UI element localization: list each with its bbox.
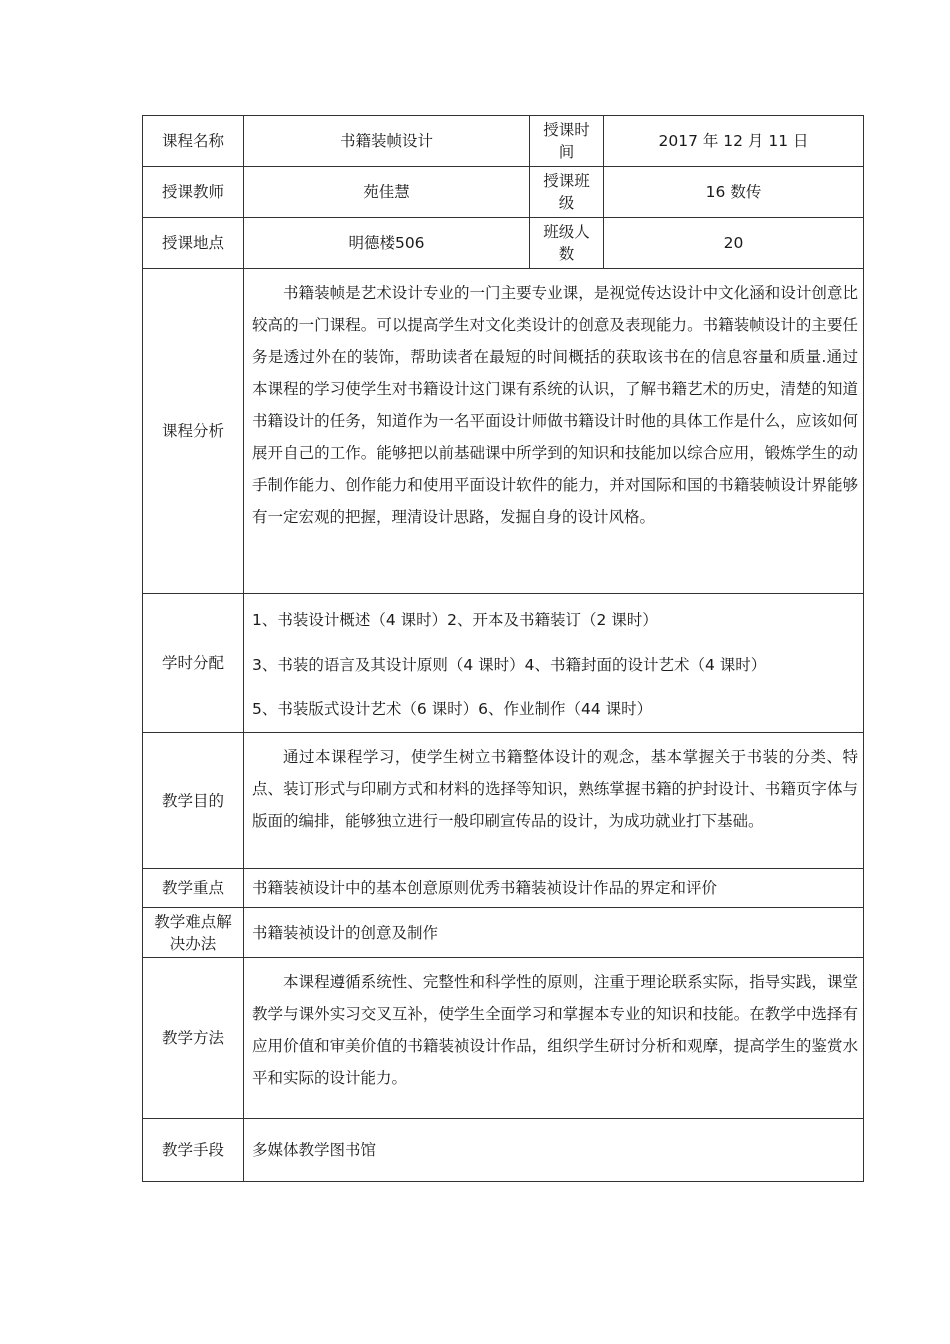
course-name-label: 课程名称 xyxy=(143,116,244,167)
lesson-plan-table xyxy=(142,115,864,1182)
method-label: 教学方法 xyxy=(143,958,244,1119)
row-analysis xyxy=(143,269,864,594)
location-label: 授课地点 xyxy=(143,218,244,269)
hours-list xyxy=(244,594,864,733)
row-goal xyxy=(143,733,864,869)
row-method xyxy=(143,958,864,1119)
row-teacher xyxy=(143,167,864,218)
difficulty-label-text: 教学难点解决办法 xyxy=(154,912,232,953)
count-label xyxy=(530,218,604,269)
means-label: 教学手段 xyxy=(143,1119,244,1182)
row-key-points xyxy=(143,869,864,908)
key-points-label: 教学重点 xyxy=(143,869,244,908)
difficulty-text: 书籍装祯设计的创意及制作 xyxy=(244,908,864,958)
goal-label: 教学目的 xyxy=(143,733,244,869)
hours-label: 学时分配 xyxy=(143,594,244,733)
teacher-value: 苑佳慧 xyxy=(244,167,530,218)
class-value: 16 数传 xyxy=(604,167,864,218)
course-name-value: 书籍装帧设计 xyxy=(244,116,530,167)
hours-line: 3、书装的语言及其设计原则（4 课时）4、书籍封面的设计艺术（4 课时） xyxy=(252,655,767,674)
count-label-text: 班级人数 xyxy=(543,223,590,263)
goal-text: 通过本课程学习，使学生树立书籍整体设计的观念，基本掌握关于书装的分类、特点、装订形式与印刷方式和材料的选择等知识，熟练掌握书籍的护封设计、书籍页字体与版面的编排，能够独立进行一般印刷宣传品的设计，为成功就业打下基础。 xyxy=(244,733,864,869)
analysis-label: 课程分析 xyxy=(143,269,244,594)
count-value: 20 xyxy=(604,218,864,269)
row-hours xyxy=(143,594,864,733)
time-value: 2017 年 12 月 11 日 xyxy=(604,116,864,167)
hours-line: 5、书装版式设计艺术（6 课时）6、作业制作（44 课时） xyxy=(252,700,653,718)
location-value: 明德楼506 xyxy=(244,218,530,269)
row-location xyxy=(143,218,864,269)
row-course-name xyxy=(143,116,864,167)
class-label xyxy=(530,167,604,218)
analysis-text: 书籍装帧是艺术设计专业的一门主要专业课，是视觉传达设计中文化涵和设计创意比较高的一门课程。可以提高学生对文化类设计的创意及表现能力。书籍装帧设计的主要任务是透过外在的装饰，帮助读者在最短的时间概括的获取该书在的信息容量和质量.通过本课程的学习使学生对书籍设计这门课有系统的认识，了解书籍艺术的历史，清楚的知道书籍设计的任务，知道作为一名平面设计师做书籍设计时他的具体工作是什么，应该如何展开自己的工作。能够把以前基础课中所学到的知识和技能加以综合应用，锻炼学生的动手制作能力、创作能力和使用平面设计软件的能力，并对国际和国的书籍装帧设计界能够有一定宏观的把握，理清设计思路，发掘自身的设计风格。 xyxy=(244,269,864,594)
row-means xyxy=(143,1119,864,1182)
row-difficulty xyxy=(143,908,864,958)
method-text: 本课程遵循系统性、完整性和科学性的原则，注重于理论联系实际，指导实践，课堂教学与课外实习交叉互补，使学生全面学习和掌握本专业的知识和技能。在教学中选择有应用价值和审美价值的书籍装祯设计作品，组织学生研讨分析和观摩，提高学生的鉴赏水平和实际的设计能力。 xyxy=(244,958,864,1119)
time-label xyxy=(530,116,604,167)
time-label-text: 授课时间 xyxy=(543,121,590,161)
hours-line: 1、书装设计概述（4 课时）2、开本及书籍装订（2 课时） xyxy=(252,611,658,629)
class-label-text: 授课班级 xyxy=(543,172,590,212)
means-text: 多媒体教学图书馆 xyxy=(244,1119,864,1182)
difficulty-label xyxy=(143,908,244,958)
teacher-label: 授课教师 xyxy=(143,167,244,218)
key-points-text: 书籍装祯设计中的基本创意原则优秀书籍装祯设计作品的界定和评价 xyxy=(244,869,864,908)
